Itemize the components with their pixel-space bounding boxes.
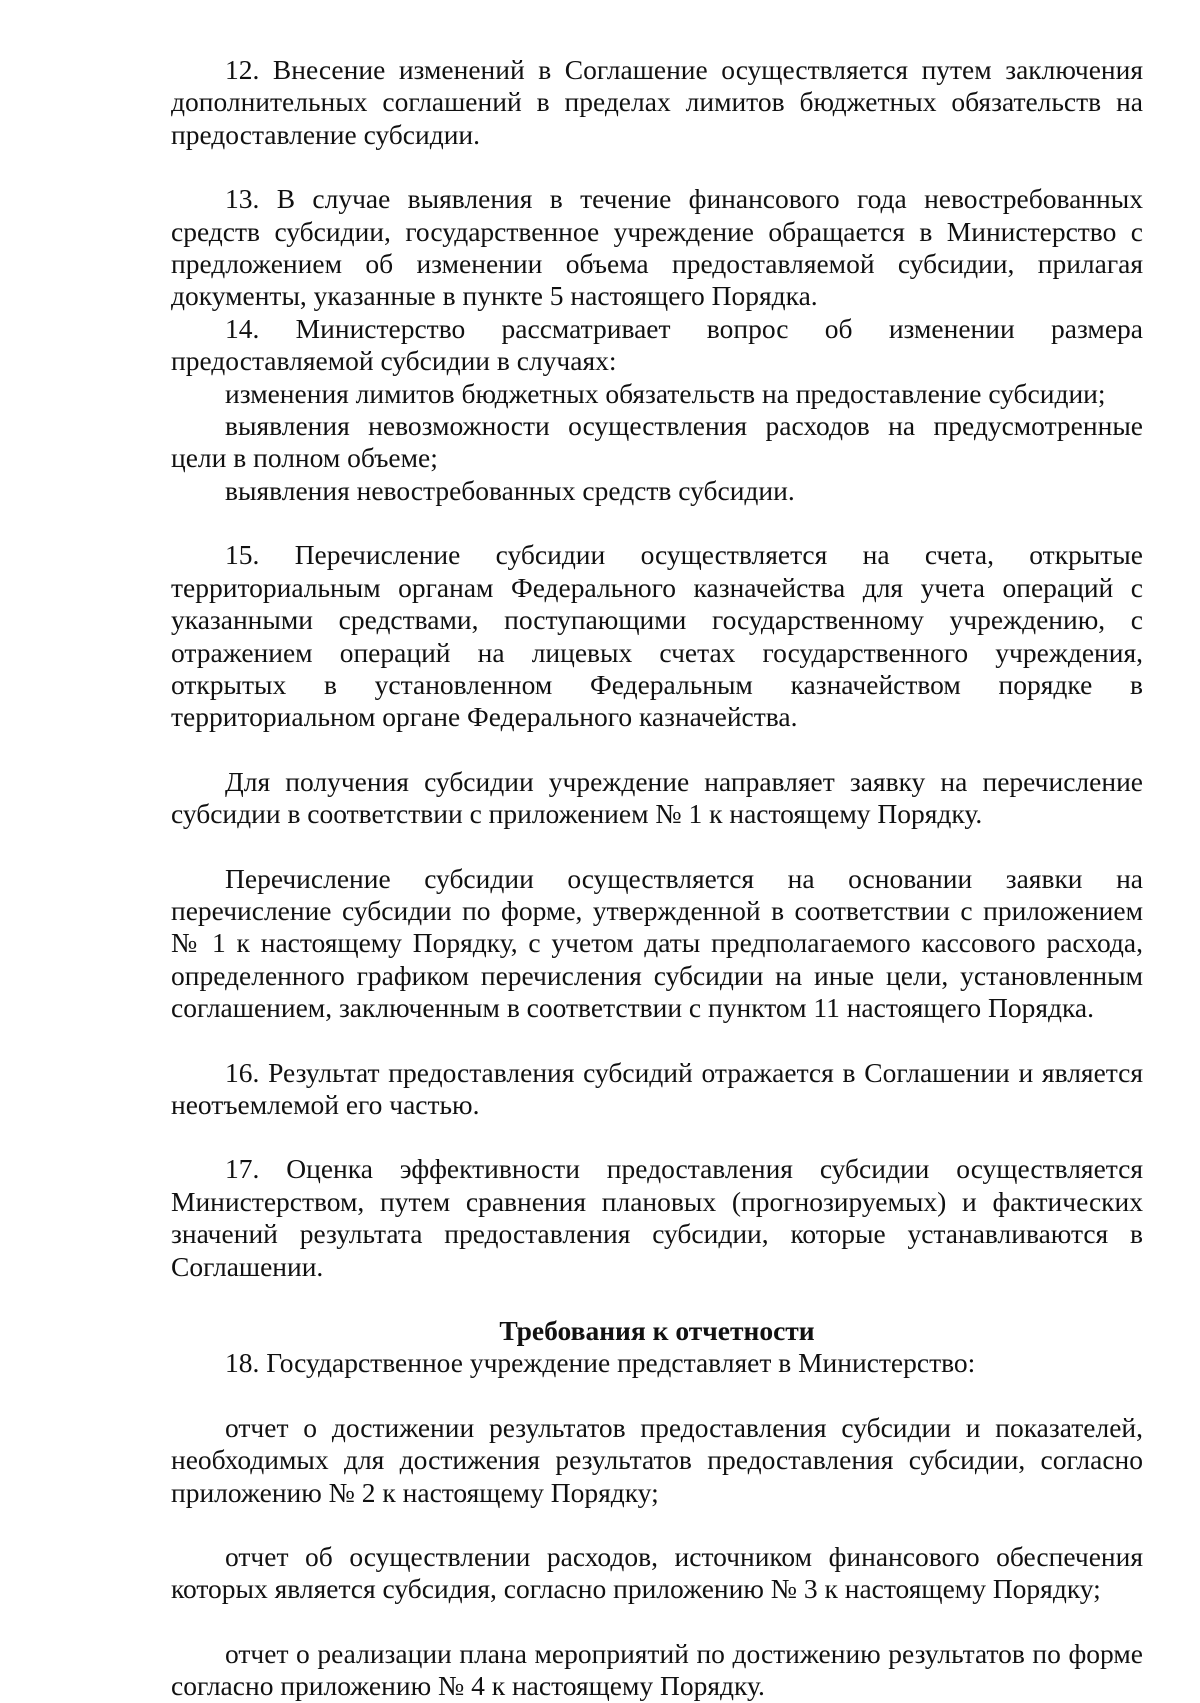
paragraph-13: 13. В случае выявления в течение финансового года невостребованных средств субсидии, государственное учреждение обращается в Министерство с предложением об изменении объема предоставляемой субсидии, прилагая документы, указанные в пункте 5 настоящего Порядка. bbox=[171, 183, 1143, 312]
paragraph-17: 17. Оценка эффективности предоставления субсидии осуществляется Министерством, путем сравнения плановых (прогнозируемых) и фактических значений результата предоставления субсидии, которые устанавливаются в Соглашении. bbox=[171, 1153, 1143, 1282]
list-item: отчет о реализации плана мероприятий по достижению результатов по форме согласно приложению № 4 к настоящему Порядку. bbox=[171, 1637, 1143, 1702]
paragraph-12: 12. Внесение изменений в Соглашение осуществляется путем заключения дополнительных соглашений в пределах лимитов бюджетных обязательств на предоставление субсидии. bbox=[171, 54, 1143, 150]
paragraph-18: 18. Государственное учреждение представляет в Министерство: bbox=[225, 1347, 976, 1379]
paragraph-16: 16. Результат предоставления субсидий отражается в Соглашении и является неотъемлемой его частью. bbox=[171, 1056, 1143, 1120]
list-item: отчет о достижении результатов предоставления субсидии и показателей, необходимых для достижения результатов предоставления субсидии, согласно приложению № 2 к настоящему Порядку; bbox=[171, 1411, 1143, 1508]
document-page bbox=[171, 54, 1143, 1703]
list-item: отчет об осуществлении расходов, источником финансового обеспечения которых является субсидия, согласно приложению № 3 к настоящему Порядку; bbox=[171, 1541, 1143, 1605]
paragraph-14: 14. Министерство рассматривает вопрос об изменении размера предоставляемой субсидии в случаях: bbox=[171, 312, 1143, 377]
section-heading: Требования к отчетности bbox=[499, 1315, 815, 1346]
list-item: изменения лимитов бюджетных обязательств на предоставление субсидии; bbox=[225, 377, 1106, 409]
paragraph-15-transfer: Перечисление субсидии осуществляется на основании заявки на перечисление субсидии по форме, утвержденной в соответствии с приложением № 1 к настоящему Порядку, с учетом даты предполагаемого кассового расхода, определенного графиком перечисления субсидии на иные цели, установленным соглашением, заключенным в соответствии с пунктом 11 настоящего Порядка. bbox=[171, 862, 1143, 1024]
paragraph-15: 15. Перечисление субсидии осуществляется на счета, открытые территориальным органам Федерального казначейства для учета операций с указанными средствами, поступающими государственному учреждению, с отражением операций на лицевых счетах государственного учреждения, открытых в установленном Федеральным казначейством порядке в территориальном органе Федерального казначейства. bbox=[171, 539, 1143, 733]
list-item: выявления невозможности осуществления расходов на предусмотренные цели в полном объеме; bbox=[171, 410, 1143, 474]
paragraph-15-application: Для получения субсидии учреждение направляет заявку на перечисление субсидии в соответствии с приложением № 1 к настоящему Порядку. bbox=[171, 765, 1143, 830]
list-item: выявления невостребованных средств субсидии. bbox=[225, 474, 795, 506]
